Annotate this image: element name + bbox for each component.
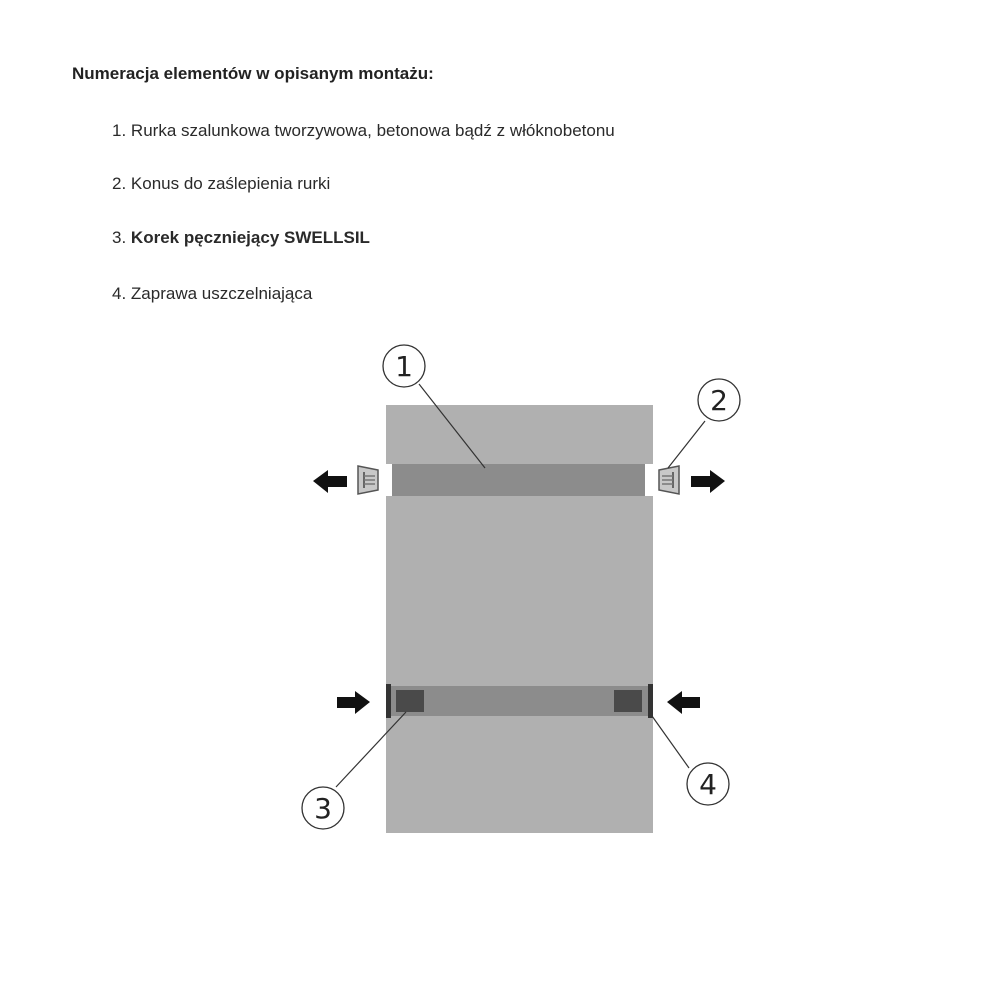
callout-label: 2 [710, 384, 728, 417]
swellsil-plug-right [614, 690, 642, 712]
arrow-inward-left-icon [337, 691, 370, 714]
list-item-number: 3. [112, 228, 127, 247]
callout-4 [687, 763, 729, 805]
swellsil-plug-left [396, 690, 424, 712]
tube-gap-left [386, 464, 392, 496]
callout-2 [698, 379, 740, 421]
list-item-text: Rurka szalunkowa tworzywowa, betonowa bądź z włóknobetonu [130, 121, 615, 140]
arrow-left-icon [313, 470, 347, 493]
list-item-text: Zaprawa uszczelniająca [130, 284, 313, 303]
arrow-right-icon [691, 470, 725, 493]
arrow-inward-right-icon [667, 691, 700, 714]
callout-label: 3 [314, 792, 332, 825]
formwork-tube-bottom [386, 686, 653, 716]
page-heading: Numeracja elementów w opisanym montażu: [72, 64, 434, 83]
cone-left-icon [358, 466, 378, 494]
callout-label: 4 [699, 768, 717, 801]
callout-3 [302, 787, 344, 829]
tube-gap-right [645, 464, 653, 496]
leader-line-4 [652, 716, 689, 768]
callout-label: 1 [395, 350, 413, 383]
formwork-tube-top [386, 464, 653, 496]
list-item-number: 2. [112, 174, 127, 193]
leader-line-2 [668, 421, 705, 468]
list-item-text: Korek pęczniejący SWELLSIL [130, 228, 370, 247]
list-item-number: 4. [112, 284, 127, 303]
cone-right-icon [659, 466, 679, 494]
list-item-number: 1. [112, 121, 127, 140]
sealing-mortar-left [386, 684, 391, 718]
list-item-text: Konus do zaślepienia rurki [130, 174, 331, 193]
sealing-mortar-right [648, 684, 653, 718]
callout-1 [383, 345, 425, 387]
